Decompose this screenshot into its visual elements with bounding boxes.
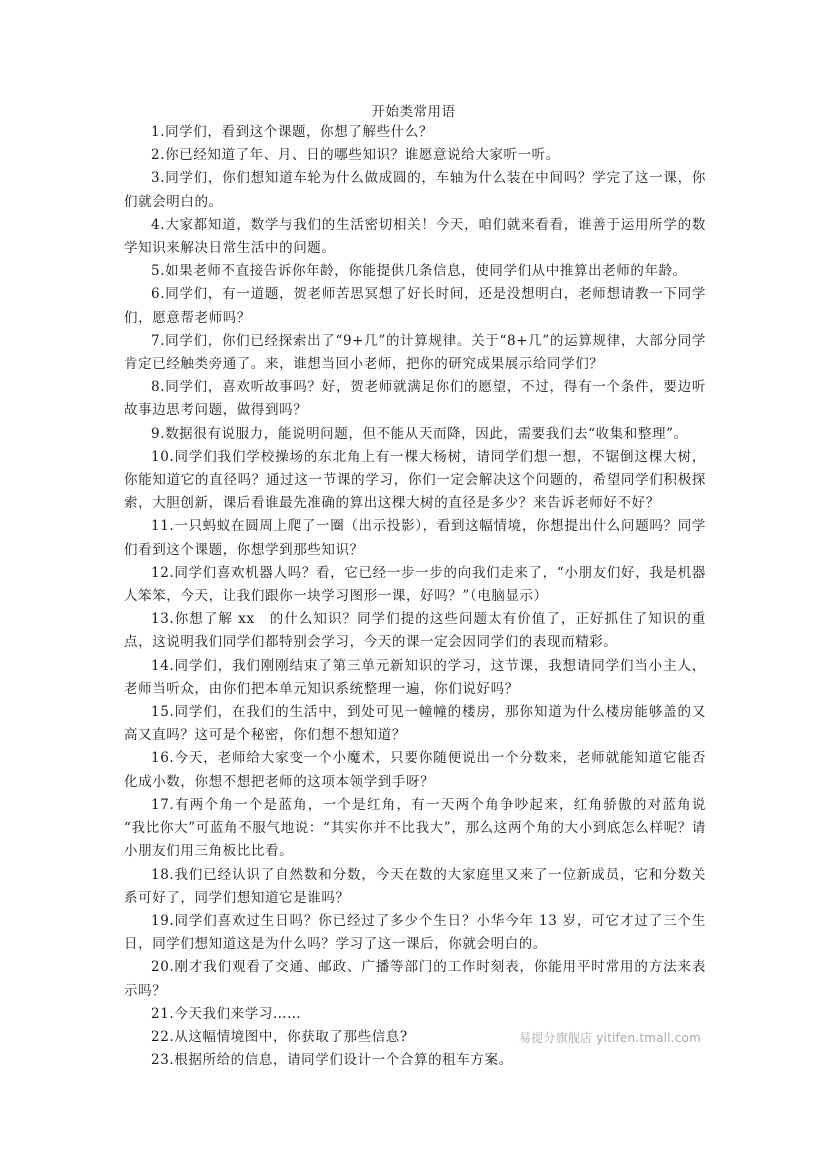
- paragraph-19: 19.同学们喜欢过生日吗？你已经过了多少个生日？小华今年 13 岁，可它才过了三个生日，同学们想知道这是为什么吗？学习了这一课后，你就会明白的。: [124, 912, 706, 953]
- page-title: 开始类常用语: [371, 104, 456, 120]
- paragraph-11: 11.一只蚂蚁在圆周上爬了一圈（出示投影），看到这幅情境，你想提出什么问题吗？同学们看到这个课题，你想学到那些知识？: [124, 518, 706, 558]
- footer-watermark: 易提分旗舰店 yitifen.tmall.com: [519, 1031, 701, 1045]
- paragraph-1: 1.同学们，看到这个课题，你想了解些什么？: [151, 124, 433, 140]
- paragraph-7: 7.同学们，你们已经探索出了“9+几”的计算规律。关于“8+几”的运算规律，大部分同学肯定已经触类旁通了。来，谁想当回小老师，把你的研究成果展示给同学们？: [124, 332, 706, 373]
- paragraph-22: 22.从这幅情境图中，你获取了那些信息?: [151, 1028, 408, 1045]
- paragraph-5: 5.如果老师不直接告诉你年龄，你能提供几条信息，使同学们从中推算出老师的年龄。: [151, 263, 687, 280]
- paragraph-16: 16.今天，老师给大家变一个小魔术，只要你随便说出一个分数来，老师就能知道它能否化成小数，你想不想把老师的这项本领学到手呀？: [124, 750, 706, 790]
- paragraph-14: 14.同学们，我们刚刚结束了第三单元新知识的学习，这节课，我想请同学们当小主人，老师当听众，由你们把本单元知识系统整理一遍，你们说好吗？: [124, 657, 706, 697]
- paragraph-4: 4.大家都知道，数学与我们的生活密切相关！今天，咱们就来看看，谁善于运用所学的数学知识来解决日常生活中的问题。: [124, 216, 706, 257]
- paragraph-23: 23.根据所给的信息，请同学们设计一个合算的租车方案。: [151, 1052, 513, 1069]
- paragraph-12: 12.同学们喜欢机器人吗？看，它已经一步一步的向我们走来了，“小朋友们好，我是机器人笨笨，今天，让我们跟你一块学习图形一课，好吗？”（电脑显示）: [124, 564, 706, 605]
- paragraph-17: 17.有两个角一个是蓝角，一个是红角，有一天两个角争吵起来，红角骄傲的对蓝角说 “我比你大”可蓝角不服气地说：“其实你并不比我大”，那么这两个角的大小到底怎么样呢？请小朋友们用三角板比比看。: [124, 796, 706, 860]
- paragraph-9: 9.数据很有说服力，能说明问题，但不能从天而降，因此，需要我们去“收集和整理”。: [151, 425, 688, 442]
- paragraph-18: 18.我们已经认识了自然数和分数，今天在数的大家庭里又来了一位新成员，它和分数关系可好了，同学们想知道它是谁吗？: [124, 866, 706, 906]
- paragraph-6: 6.同学们，有一道题，贺老师苦思冥想了好长时间，还是没想明白，老师想请教一下同学们，愿意帮老师吗？: [124, 286, 706, 326]
- paragraph-21: 21.今天我们来学习……: [151, 1005, 302, 1022]
- document-body: [124, 121, 706, 1072]
- paragraph-8: 8.同学们，喜欢听故事吗？好，贺老师就满足你们的愿望，不过，得有一个条件，要边听故事边思考问题，做得到吗？: [124, 379, 706, 419]
- paragraph-10: 10.同学们我们学校操场的东北角上有一棵大杨树，请同学们想一想，不锯倒这棵大树，你能知道它的直径吗？通过这一节课的学习，你们一定会解决这个问题的，希望同学们积极探索，大胆创新，课后看谁最先准确的算出这棵大树的直径是多少？来告诉老师好不好？: [124, 448, 706, 512]
- paragraph-2: 2.你已经知道了年、月、日的哪些知识？谁愿意说给大家听一听。: [151, 147, 560, 164]
- paragraph-13: 13.你想了解 xx 的什么知识？同学们提的这些问题太有价值了，正好抓住了知识的重点，这说明我们同学们都特别会学习，今天的课一定会因同学们的表现而精彩。: [124, 611, 706, 651]
- paragraph-3: 3.同学们，你们想知道车轮为什么做成圆的，车轴为什么装在中间吗？学完了这一课，你们就会明白的。: [124, 170, 706, 210]
- paragraph-20: 20.刚才我们观看了交通、邮政、广播等部门的工作时刻表，你能用平时常用的方法来表示吗？: [124, 959, 706, 999]
- paragraph-15: 15.同学们，在我们的生活中，到处可见一幢幢的楼房，那你知道为什么楼房能够盖的又高又直吗？这可是个秘密，你们想不想知道？: [124, 704, 706, 744]
